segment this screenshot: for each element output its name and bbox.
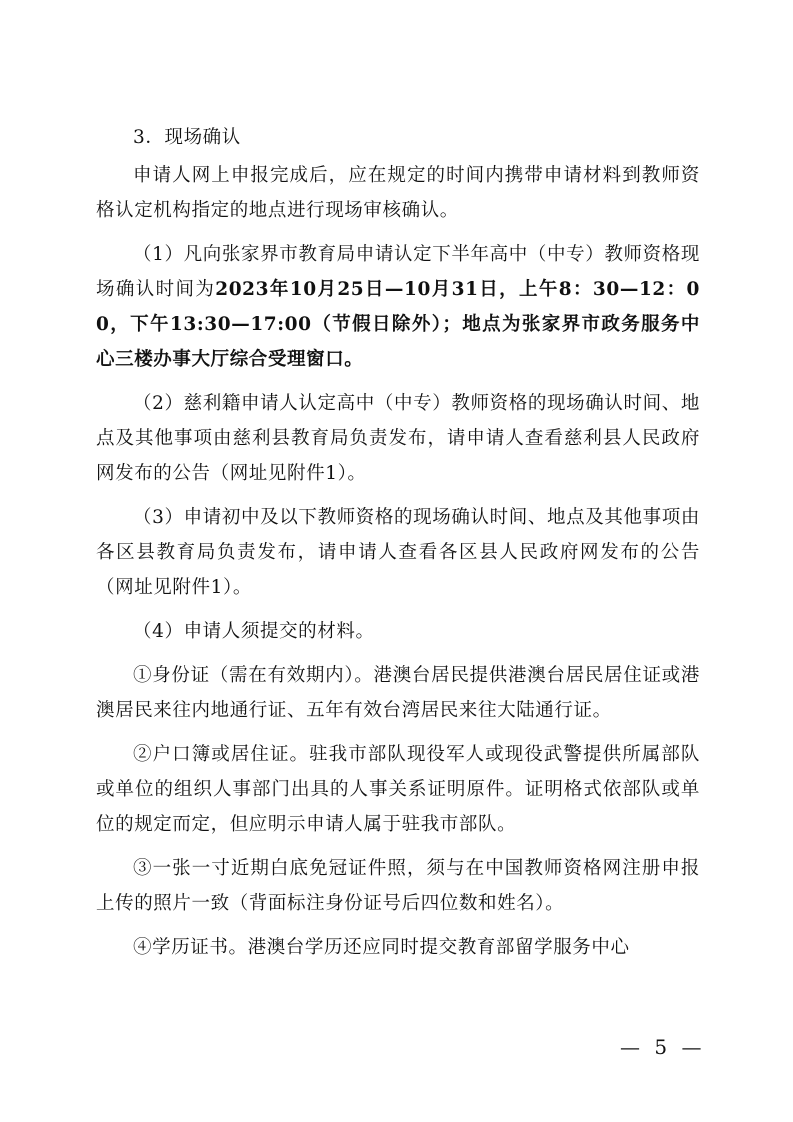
paragraph-item-1 (96, 237, 700, 377)
paragraph-item-1-text: （1）凡向张家界市教育局申请认定下半年高中（中专）教师资格现场确认时间为 (96, 244, 700, 300)
paragraph-item-4: （4）申请人须提交的材料。 (133, 621, 375, 642)
body-text (96, 120, 700, 965)
material-photo: ③一张一寸近期白底免冠证件照，须与在中国教师资格网注册申报上传的照片一致（背面标注身份证号后四位数和姓名）。 (96, 858, 700, 914)
material-household-register: ②户口簿或居住证。驻我市部队现役军人或现役武警提供所属部队或单位的组织人事部门出具的人事关系证明原件。证明格式依部队或单位的规定而定，但应明示申请人属于驻我市部队。 (96, 744, 700, 835)
paragraph-item-3: （3）申请初中及以下教师资格的现场确认时间、地点及其他事项由各区县教育局负责发布，请申请人查看各区县人民政府网发布的公告（网址见附件1）。 (96, 507, 700, 598)
material-diploma: ④学历证书。港澳台学历还应同时提交教育部留学服务中心 (133, 937, 630, 958)
material-id-card: ①身份证（需在有效期内）。港澳台居民提供港澳台居民居住证或港澳居民来往内地通行证、五年有效台湾居民来往大陆通行证。 (96, 665, 700, 721)
section-heading: 3．现场确认 (133, 127, 241, 148)
paragraph-item-2: （2）慈利籍申请人认定高中（中专）教师资格的现场确认时间、地点及其他事项由慈利县教育局负责发布，请申请人查看慈利县人民政府网发布的公告（网址见附件1）。 (96, 393, 700, 484)
page-number: — 5 — (620, 1035, 706, 1059)
paragraph-item-1-bold-text: 2023年10月25日—10月31日，上午8：30—12：00，下午13:30—17:00（节假日除外）；地点为张家界市政务服务中心三楼办事大厅综合受理窗口。 (96, 279, 700, 370)
paragraph-intro: 申请人网上申报完成后，应在规定的时间内携带申请材料到教师资格认定机构指定的地点进行现场审核确认。 (96, 165, 700, 221)
